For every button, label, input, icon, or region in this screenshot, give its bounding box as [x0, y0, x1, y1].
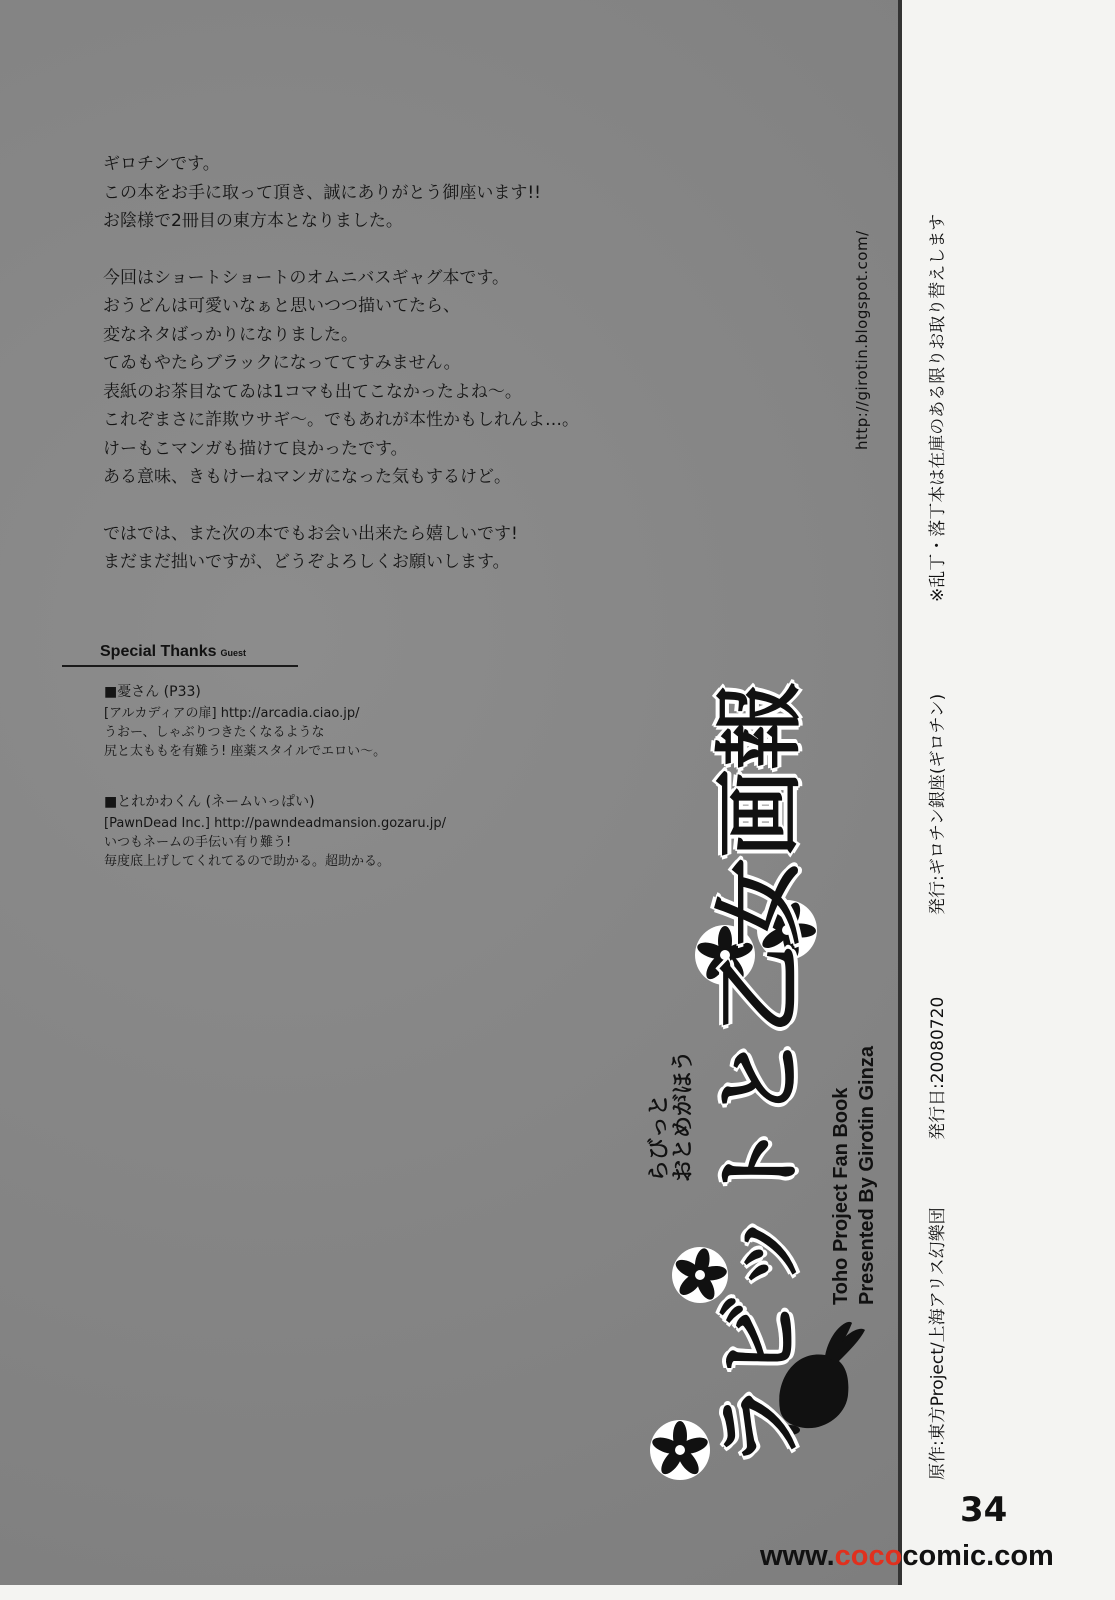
afterword-line: ではでは、また次の本でもお会い出来たら嬉しいです!: [103, 523, 518, 544]
page-number: 34: [960, 1490, 1008, 1530]
afterword-paragraph-3: [103, 520, 803, 577]
special-thanks-rule: [62, 665, 298, 667]
logo-subtitle-1: Toho Project Fan Book: [830, 1087, 852, 1305]
guest-line: 毎度底上げしてくれてるので助かる。超助かる。: [104, 854, 391, 869]
afterword-line: 表紙のお茶目なてゐは1コマも出てこなかったよね〜。: [103, 381, 522, 402]
special-thanks-guest-label: Guest: [220, 648, 247, 658]
logo-subtitle-2: Presented By Girotin Ginza: [856, 1046, 878, 1305]
panel-edge: [898, 0, 902, 1585]
logo-title-line1: ラビットと: [708, 1033, 811, 1470]
guest-line: 尻と太ももを有難う! 座薬スタイルでエロい〜。: [104, 744, 387, 759]
credit-notice: ※乱丁・落丁本は在庫のある限りお取り替えします: [928, 213, 948, 602]
logo-title-line2: 乙女画報: [708, 681, 811, 1034]
afterword-line: 変なネタばっかりになりました。: [103, 324, 358, 345]
guest-line: いつもネームの手伝い有り難う!: [104, 835, 292, 850]
afterword-text: [103, 150, 803, 605]
watermark: [760, 1540, 1054, 1573]
watermark-prefix: www.: [760, 1540, 835, 1572]
afterword-line: ギロチンです。: [103, 154, 220, 174]
afterword-line: これぞまさに詐欺ウサギ〜。でもあれが本性かもしれんよ…。: [103, 410, 579, 430]
guest-name: ■とれかわくん (ネームいっぱい): [104, 794, 315, 810]
afterword-line: おうどんは可愛いなぁと思いつつ描いてたら、: [103, 296, 460, 316]
afterword-line: けーもこマンガも描けて良かったです。: [103, 438, 408, 459]
guest-line: [PawnDead Inc.] http://pawndeadmansion.gozaru.jp/: [104, 816, 446, 831]
blog-url: http://girotin.blogspot.com/: [853, 230, 871, 450]
logo-ruby: [648, 982, 696, 1182]
afterword-line: てゐもやたらブラックになっててすみません。: [103, 353, 461, 373]
watermark-accent: coco: [834, 1540, 903, 1572]
credit-publisher: 発行:ギロチン銀座(ギロチン): [928, 693, 948, 915]
guest-line: [アルカディアの扉] http://arcadia.ciao.jp/: [104, 706, 360, 721]
afterword-line: ある意味、きもけーねマンガになった気もするけど。: [103, 467, 511, 487]
afterword-paragraph-2: [103, 264, 803, 492]
guest-entry-2: [104, 793, 446, 871]
credit-date: 発行日:20080720: [928, 996, 948, 1140]
afterword-line: 今回はショートショートのオムニバスギャグ本です。: [103, 267, 509, 288]
special-thanks-title: Special Thanks: [100, 643, 217, 660]
afterword-paragraph-1: [103, 150, 803, 236]
logo-subtitle: [828, 965, 880, 1305]
afterword-line: この本をお手に取って頂き、誠にありがとう御座います!!: [103, 182, 541, 203]
guest-entry-1: [104, 683, 386, 761]
watermark-suffix: comic.com: [902, 1540, 1054, 1572]
afterword-line: まだまだ拙いですが、どうぞよろしくお願いします。: [103, 552, 510, 572]
credit-original: 原作:東方Project/上海アリス幻樂団: [928, 1207, 948, 1480]
guest-name: ■憂さん (P33): [104, 684, 201, 700]
guest-line: うおー、しゃぶりつきたくなるような: [104, 725, 325, 740]
logo-ruby-1: らびっと: [647, 1093, 672, 1182]
special-thanks-heading: [100, 643, 246, 661]
logo-ruby-2: おとめがほう: [671, 1049, 696, 1182]
afterword-line: お陰様で2冊目の東方本となりました。: [103, 211, 403, 231]
logo-title: [690, 681, 816, 1470]
